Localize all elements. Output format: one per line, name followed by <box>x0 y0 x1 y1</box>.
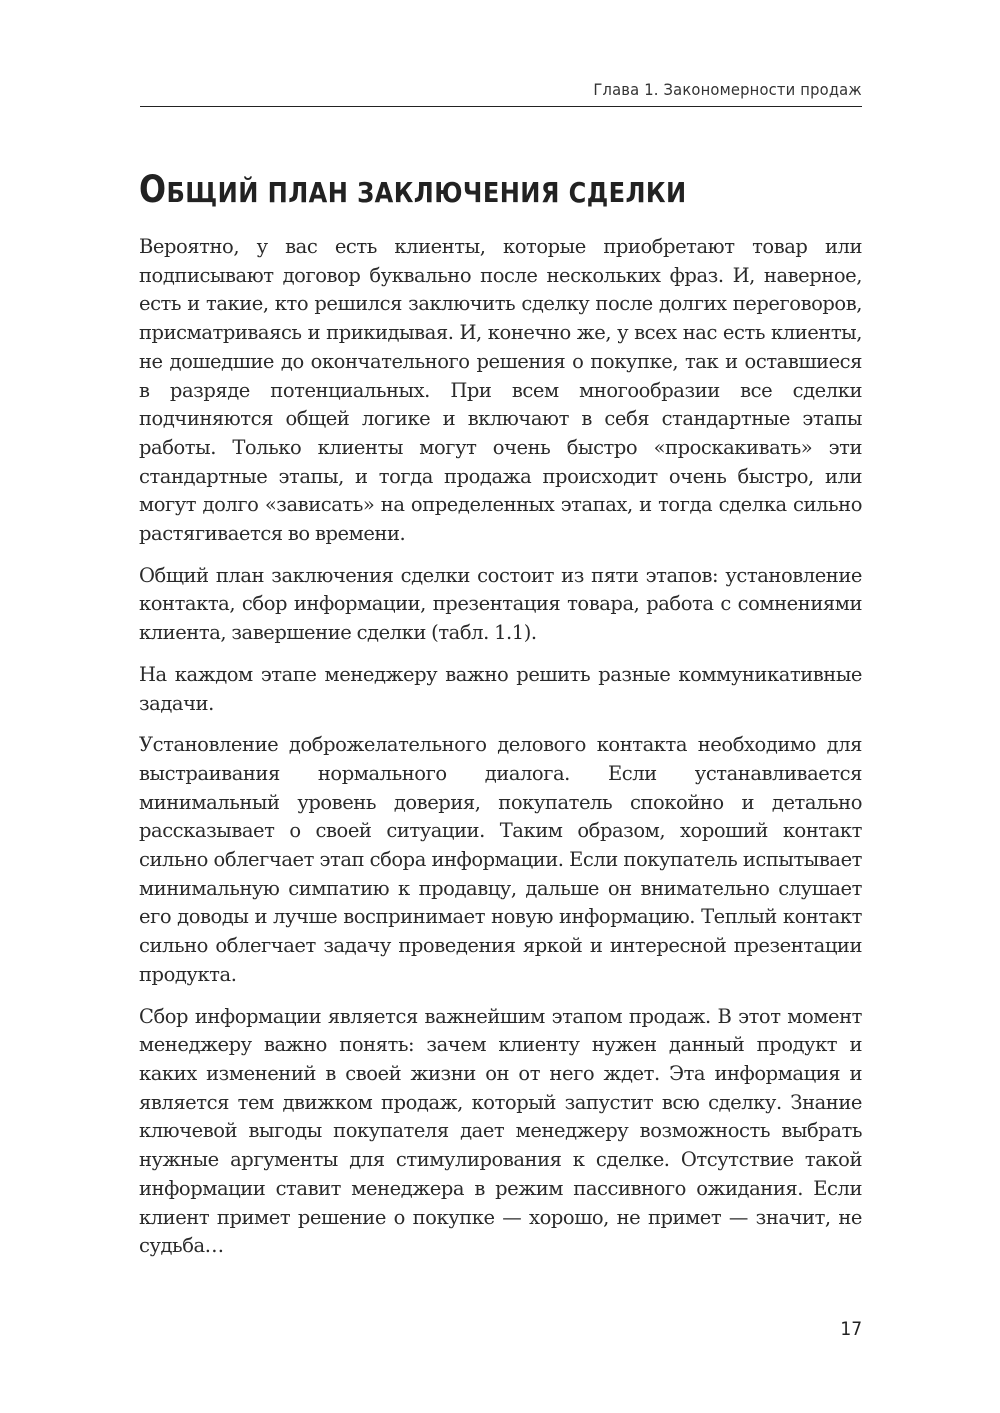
section-title <box>139 168 687 211</box>
header-rule <box>140 106 862 107</box>
section-title-rest: БЩИЙ ПЛАН ЗАКЛЮЧЕНИЯ СДЕЛКИ <box>166 176 687 209</box>
paragraph: Вероятно, у вас есть клиенты, которые приобретают товар или подписывают договор буквально после нескольких фраз. И, наверное, есть и такие, кто решился заключить сделку после долгих переговоров, присматриваясь и прикидывая. И, конечно же, у всех нас есть клиенты, не дошедшие до окончательного решения о покупке, так и оставшиеся в разряде потенциальных. При всем многообразии все сделки подчиняются общей логике и включают в себя стандартные этапы работы. Только клиенты могут очень быстро «проскакивать» эти стандартные этапы, и тогда продажа происходит очень быстро, или могут долго «зависать» на определенных этапах, и тогда сделка сильно растягивается во времени. <box>139 235 862 546</box>
paragraph: Установление доброжелательного делового контакта необходимо для выстраивания нормального диалога. Если устанавливается минимальный уровень доверия, покупатель спокойно и детально рассказывает о своей ситуации. Таким образом, хороший контакт сильно облегчает этап сбора информации. Если покупатель испытывает минимальную симпатию к продавцу, дальше он внимательно слушает его доводы и лучше воспринимает новую информацию. Теплый контакт сильно облегчает задачу проведения яркой и интересной презентации продукта. <box>139 733 862 986</box>
page-number: 17 <box>840 1318 862 1340</box>
paragraph: Общий план заключения сделки состоит из пяти этапов: установление контакта, сбор информации, презентация товара, работа с сомнениями клиента, завершение сделки (табл. 1.1). <box>139 563 862 645</box>
paragraph: На каждом этапе менеджеру важно решить разные коммуникативные задачи. <box>139 662 862 715</box>
running-header: Глава 1. Закономерности продаж <box>593 80 862 99</box>
body-text <box>139 233 862 1274</box>
paragraph: Сбор информации является важнейшим этапом продаж. В этот момент менеджеру важно понять: зачем клиенту нужен данный продукт и каких изменений в своей жизни он от него ждет. Эта информация и является тем движком продаж, который запустит всю сделку. Знание ключевой выгоды покупателя дает менеджеру возможность выбрать нужные аргументы для стимулирования к сделке. Отсутствие такой информации ставит менеджера в режим пассивного ожидания. Если клиент примет решение о покупке — хорошо, не примет — значит, не судьба… <box>139 1004 862 1258</box>
section-title-initial: О <box>139 168 167 211</box>
